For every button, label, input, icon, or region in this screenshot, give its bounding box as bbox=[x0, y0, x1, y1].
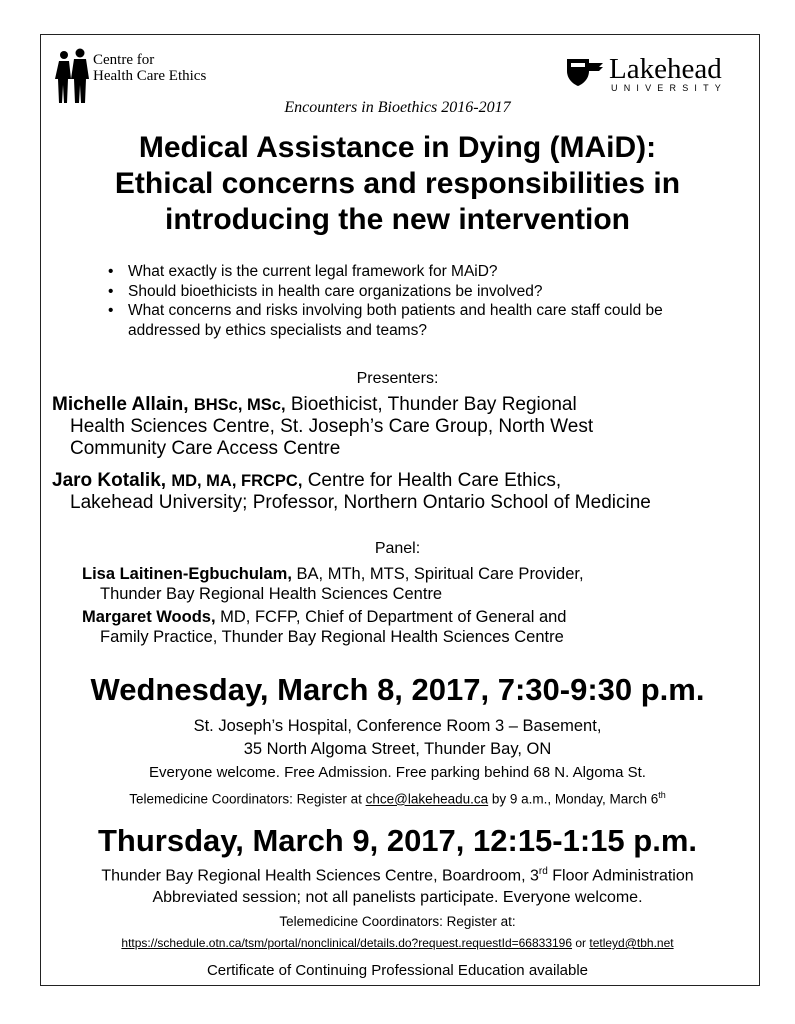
title-line-2: Ethical concerns and responsibilities in bbox=[114, 167, 681, 200]
lakehead-crest-icon bbox=[565, 57, 605, 87]
presenter-name: Michelle Allain, bbox=[52, 394, 189, 415]
panelist-name: Lisa Laitinen-Egbuchulam, bbox=[82, 565, 292, 583]
people-silhouette-icon bbox=[55, 48, 95, 104]
title-line-1: Medical Assistance in Dying (MAiD): bbox=[138, 131, 657, 164]
session1-location-2: 35 North Algoma Street, Thunder Bay, ON bbox=[243, 740, 552, 758]
title-line-3: introducing the new intervention bbox=[165, 203, 630, 236]
panelist-name: Margaret Woods, bbox=[82, 608, 216, 626]
session1-email-link[interactable]: chce@lakeheadu.ca bbox=[365, 791, 489, 807]
session2-note: Abbreviated session; not all panelists participate. Everyone welcome. bbox=[152, 889, 643, 906]
session2-email-link[interactable]: tetleyd@tbh.net bbox=[589, 936, 674, 950]
lakehead-logo bbox=[565, 54, 735, 94]
certificate-note: Certificate of Continuing Professional Education available bbox=[206, 962, 589, 979]
session2-location: Thunder Bay Regional Health Sciences Centre, Boardroom, 3rd Floor Administration bbox=[101, 866, 694, 885]
panelist-affiliation: Family Practice, Thunder Bay Regional Health Sciences Centre bbox=[100, 628, 564, 646]
panelist-woods bbox=[82, 607, 742, 647]
session1-note: Everyone welcome. Free Admission. Free parking behind 68 N. Algoma St. bbox=[149, 764, 646, 781]
presenters-heading: Presenters: bbox=[356, 370, 439, 387]
session1-date: Wednesday, March 8, 2017, 7:30-9:30 p.m. bbox=[90, 672, 705, 707]
session2-telemedicine-label: Telemedicine Coordinators: Register at: bbox=[279, 914, 516, 929]
university-name: Lakehead bbox=[609, 53, 722, 85]
presenter-affiliation: Health Sciences Centre, St. Joseph’s Care Group, North West bbox=[70, 416, 594, 437]
presenter-credentials: MD, MA, FRCPC, bbox=[171, 472, 303, 490]
session1-telemedicine: Telemedicine Coordinators: Register at chce@lakeheadu.ca by 9 a.m., Monday, March 6th bbox=[129, 790, 666, 807]
list-item: • What exactly is the current legal framework for MAiD? bbox=[104, 262, 724, 282]
page-title bbox=[60, 130, 735, 238]
presenter-kotalik bbox=[52, 470, 752, 514]
presenter-role: Centre for Health Care Ethics, bbox=[307, 470, 562, 491]
session2-telemedicine-links: https://schedule.otn.ca/tsm/portal/nonclinical/details.do?request.requestId=66833196 or tetleyd@tbh.net bbox=[121, 936, 674, 950]
session2-date: Thursday, March 9, 2017, 12:15-1:15 p.m. bbox=[97, 823, 698, 858]
centre-logo bbox=[55, 48, 235, 104]
panelist-affiliation: Thunder Bay Regional Health Sciences Centre bbox=[100, 585, 443, 603]
panel-heading: Panel: bbox=[374, 540, 421, 557]
university-subtitle: UNIVERSITY bbox=[611, 83, 728, 93]
presenter-affiliation: Lakehead University; Professor, Northern Ontario School of Medicine bbox=[70, 492, 651, 513]
centre-name: Centre for Health Care Ethics bbox=[93, 52, 207, 84]
presenter-affiliation: Community Care Access Centre bbox=[70, 438, 341, 459]
panelist-role: BA, MTh, MTS, Spiritual Care Provider, bbox=[296, 565, 584, 583]
presenter-credentials: BHSc, MSc, bbox=[193, 396, 286, 414]
list-item: • What concerns and risks involving both patients and health care staff could be addressed by ethics specialists and teams? bbox=[104, 301, 724, 340]
schedule-link[interactable]: https://schedule.otn.ca/tsm/portal/nonclinical/details.do?request.requestId=66833196 bbox=[121, 936, 573, 950]
presenter-role: Bioethicist, Thunder Bay Regional bbox=[290, 394, 577, 415]
panelist-laitinen bbox=[82, 564, 742, 604]
presenter-allain bbox=[52, 394, 752, 460]
question-list bbox=[104, 262, 724, 340]
series-title: Encounters in Bioethics 2016-2017 bbox=[284, 99, 511, 116]
session1-location-1: St. Joseph’s Hospital, Conference Room 3 – Basement, bbox=[193, 717, 602, 735]
list-item: • Should bioethicists in health care organizations be involved? bbox=[104, 282, 724, 302]
presenter-name: Jaro Kotalik, bbox=[52, 470, 167, 491]
panelist-role: MD, FCFP, Chief of Department of General and bbox=[220, 608, 567, 626]
